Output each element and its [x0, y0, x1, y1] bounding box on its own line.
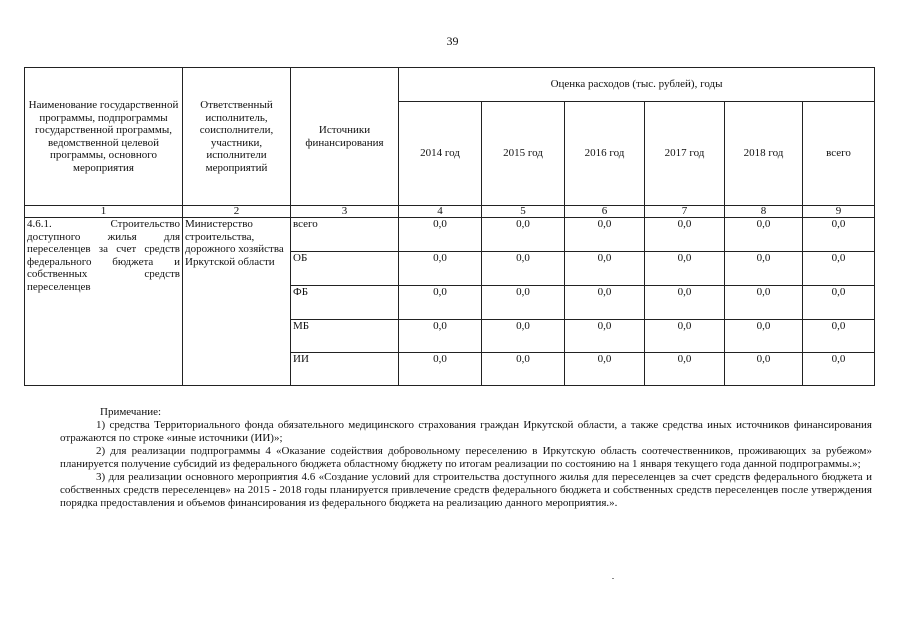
source-cell: ОБ [291, 252, 399, 286]
value-cell: 0,0 [399, 320, 482, 353]
notes-section [60, 406, 872, 510]
header-year-2018: 2018 год [725, 102, 803, 206]
value-cell: 0,0 [645, 252, 725, 286]
value-cell: 0,0 [482, 353, 565, 386]
value-cell: 0,0 [725, 353, 803, 386]
header-financing-source: Источники финансирования [291, 68, 399, 206]
column-number: 9 [803, 206, 875, 218]
source-cell: ФБ [291, 286, 399, 320]
value-cell: 0,0 [645, 286, 725, 320]
column-number: 7 [645, 206, 725, 218]
value-cell: 0,0 [399, 218, 482, 252]
table-row [25, 218, 875, 252]
value-cell: 0,0 [399, 353, 482, 386]
value-cell: 0,0 [803, 252, 875, 286]
value-cell: 0,0 [725, 252, 803, 286]
value-cell: 0,0 [482, 218, 565, 252]
executor-cell: Министерство строительства, дорожного хозяйства Иркутской области [183, 218, 291, 386]
column-number: 2 [183, 206, 291, 218]
header-year-2015: 2015 год [482, 102, 565, 206]
column-number: 1 [25, 206, 183, 218]
source-cell: ИИ [291, 353, 399, 386]
header-year-2017: 2017 год [645, 102, 725, 206]
scan-speck [612, 578, 614, 579]
value-cell: 0,0 [565, 353, 645, 386]
program-name-cell: 4.6.1. Строительство доступного жилья для переселенцев за счет средств федерального бюджета и собственных средств переселенцев [25, 218, 183, 386]
header-total: всего [803, 102, 875, 206]
column-number: 8 [725, 206, 803, 218]
header-program-name: Наименование государственной программы, подпрограммы государственной программы, ведомственной целевой программы, основного мероприятия [25, 68, 183, 206]
value-cell: 0,0 [725, 286, 803, 320]
value-cell: 0,0 [645, 353, 725, 386]
header-executor: Ответственный исполнитель, соисполнители, участники, исполнители мероприятий [183, 68, 291, 206]
header-year-2016: 2016 год [565, 102, 645, 206]
note-item: 1) средства Территориального фонда обязательного медицинского страхования граждан Иркутской области, а также средства иных источников финансирования отражаются по строке «иные источники (ИИ)»; [60, 419, 872, 444]
value-cell: 0,0 [482, 286, 565, 320]
value-cell: 0,0 [565, 218, 645, 252]
value-cell: 0,0 [803, 320, 875, 353]
column-number: 5 [482, 206, 565, 218]
value-cell: 0,0 [565, 286, 645, 320]
value-cell: 0,0 [399, 286, 482, 320]
notes-title: Примечание: [100, 406, 162, 418]
value-cell: 0,0 [565, 252, 645, 286]
source-cell: всего [291, 218, 399, 252]
value-cell: 0,0 [803, 286, 875, 320]
value-cell: 0,0 [725, 320, 803, 353]
value-cell: 0,0 [803, 218, 875, 252]
value-cell: 0,0 [803, 353, 875, 386]
note-item: 3) для реализации основного мероприятия 4.6 «Создание условий для строительства доступного жилья для переселенцев за счет средств федерального бюджета и собственных средств переселенцев» на 2015 - 2018 годы планируется привлечение средств федерального бюджета и собственных средств переселенцев после утверждения порядка предоставления и объемов финансирования из федерального бюджета на реализацию данного мероприятия.». [60, 471, 872, 509]
column-number: 3 [291, 206, 399, 218]
value-cell: 0,0 [565, 320, 645, 353]
value-cell: 0,0 [482, 252, 565, 286]
value-cell: 0,0 [399, 252, 482, 286]
column-number: 4 [399, 206, 482, 218]
page-number: 39 [446, 34, 459, 48]
column-number-row [25, 206, 875, 218]
header-expense-estimate: Оценка расходов (тыс. рублей), годы [399, 68, 875, 102]
value-cell: 0,0 [645, 218, 725, 252]
header-year-2014: 2014 год [399, 102, 482, 206]
value-cell: 0,0 [645, 320, 725, 353]
value-cell: 0,0 [725, 218, 803, 252]
note-item: 2) для реализации подпрограммы 4 «Оказание содействия добровольному переселению в Иркутскую область соотечественников, проживающих за рубежом» планируется получение субсидий из федерального бюджета областному бюджету по итогам реализации по состоянию на 1 января текущего года данной подпрограммы.»; [60, 445, 872, 470]
value-cell: 0,0 [482, 320, 565, 353]
column-number: 6 [565, 206, 645, 218]
budget-table [24, 67, 875, 386]
source-cell: МБ [291, 320, 399, 353]
